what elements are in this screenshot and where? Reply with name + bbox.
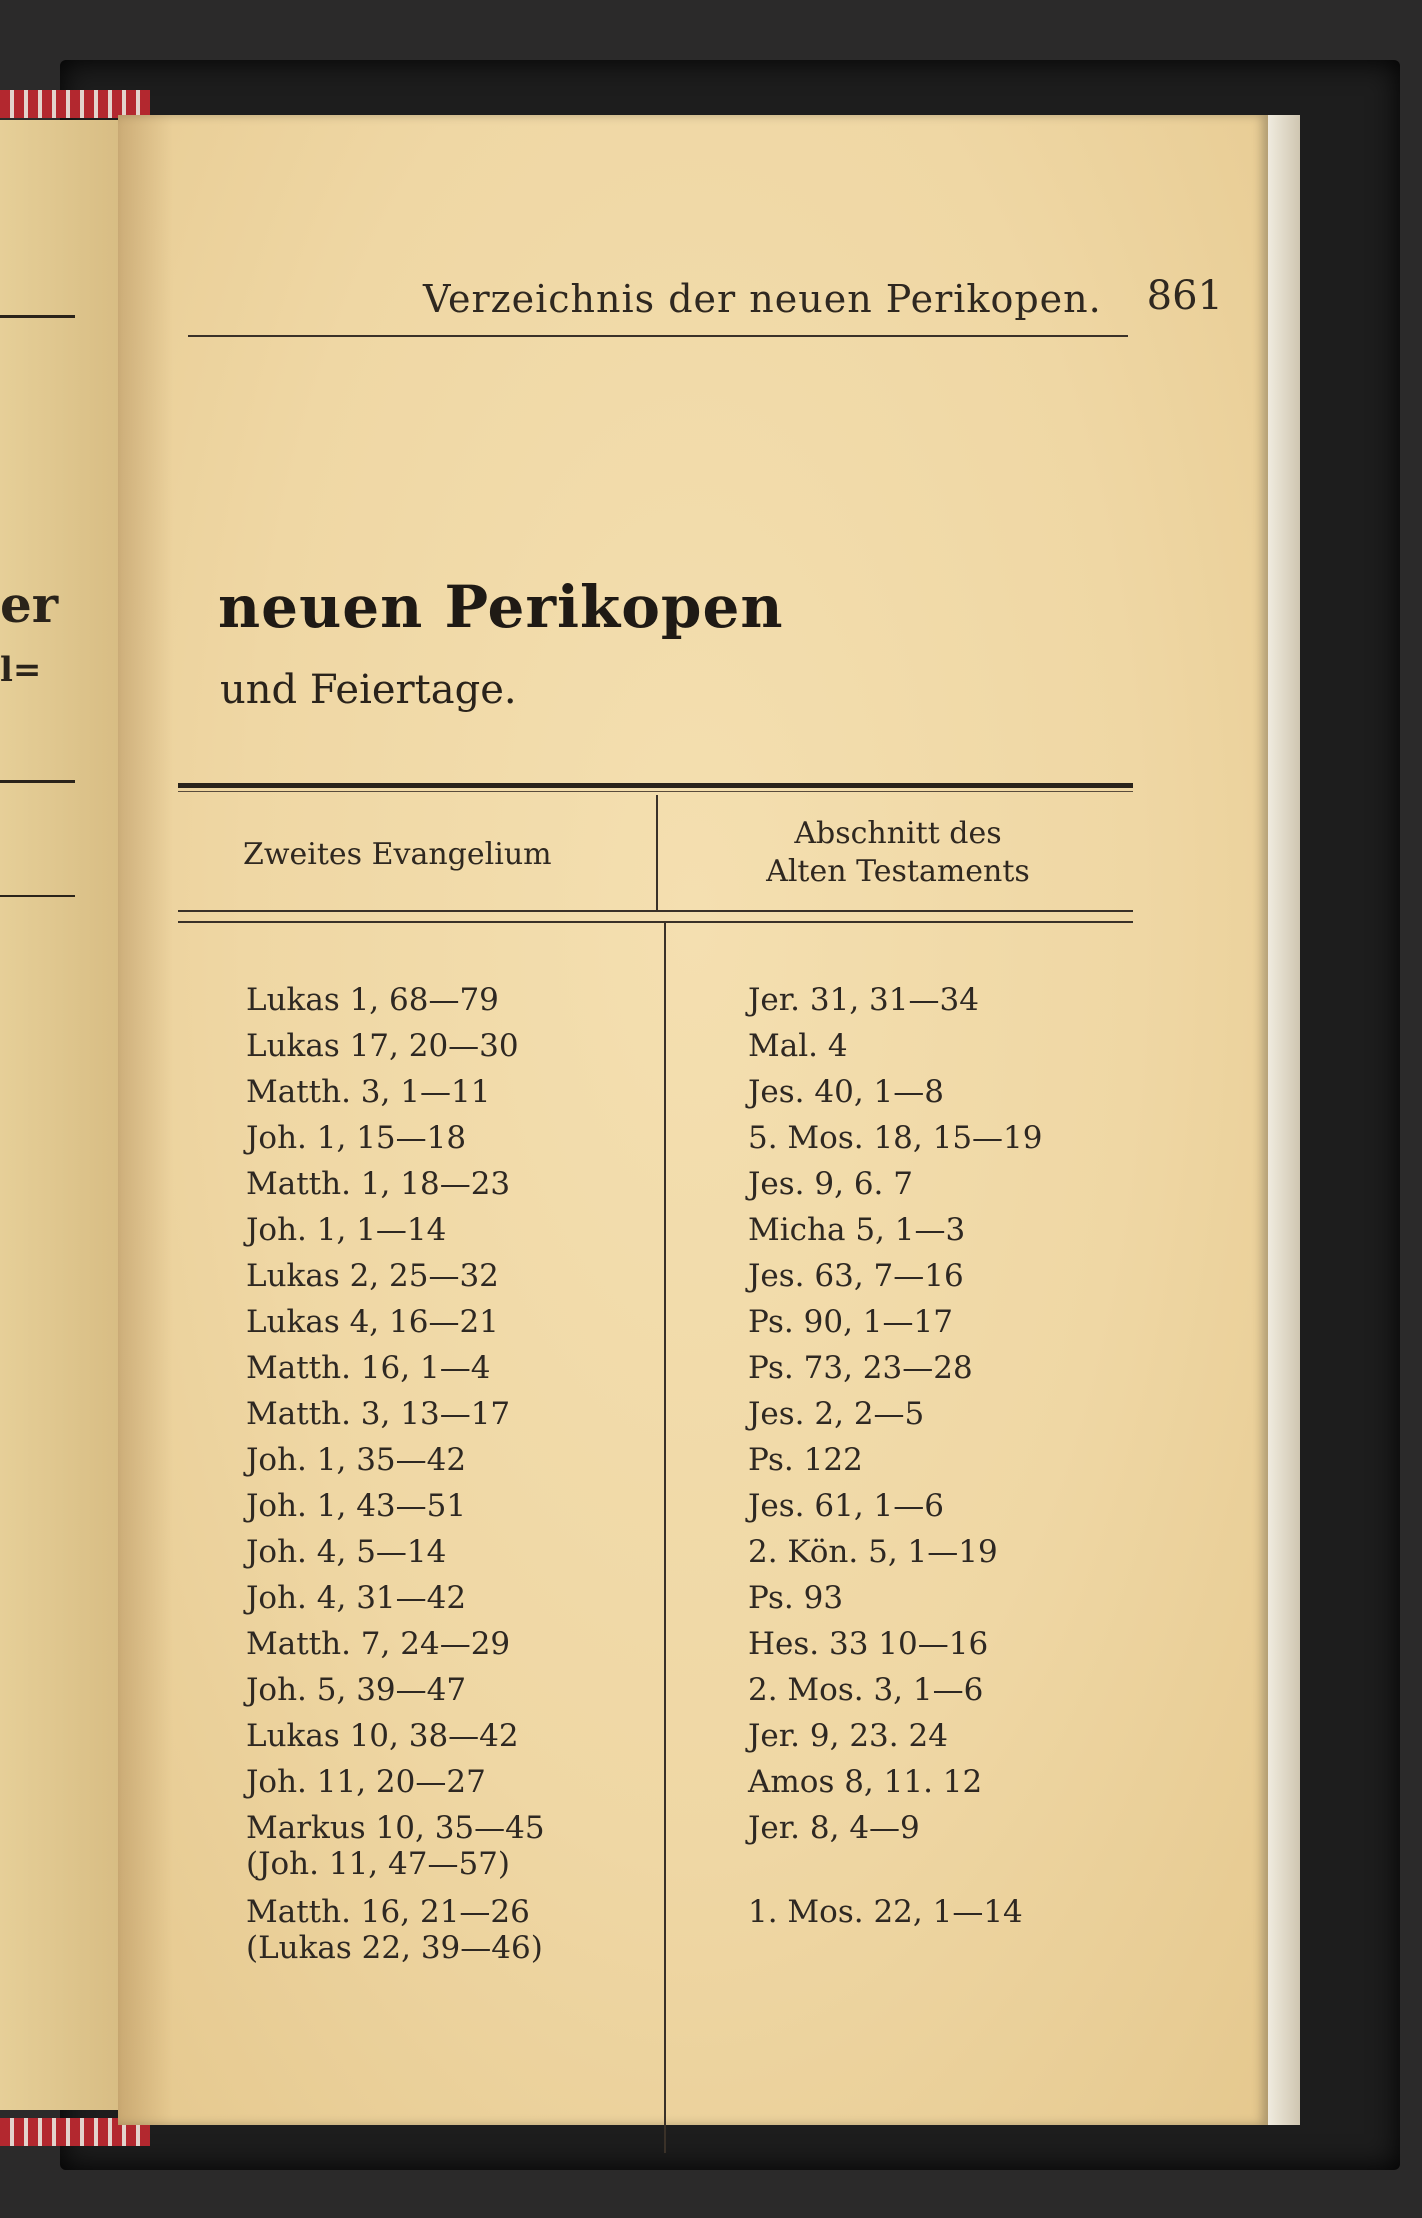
gospel-cell: Joh. 11, 20—27 bbox=[246, 1764, 486, 1800]
gospel-cell-parallel: (Lukas 22, 39—46) bbox=[246, 1930, 543, 1966]
ot-cell: Jer. 31, 31—34 bbox=[748, 982, 979, 1018]
ot-cell: Ps. 90, 1—17 bbox=[748, 1304, 953, 1340]
ot-cell: Jes. 61, 1—6 bbox=[748, 1488, 944, 1524]
column-header-old-testament bbox=[718, 815, 1078, 891]
gospel-cell: Lukas 2, 25—32 bbox=[246, 1258, 499, 1294]
gospel-cell: Lukas 17, 20—30 bbox=[246, 1028, 519, 1064]
gospel-cell: Lukas 4, 16—21 bbox=[246, 1304, 499, 1340]
ot-cell: Hes. 33 10—16 bbox=[748, 1626, 989, 1662]
gospel-cell: Joh. 4, 31—42 bbox=[246, 1580, 467, 1616]
left-page-rule bbox=[0, 315, 75, 318]
column-header-line: Alten Testaments bbox=[766, 854, 1030, 889]
gospel-cell: Matth. 1, 18—23 bbox=[246, 1166, 511, 1202]
column-header-line: Abschnitt des bbox=[794, 816, 1002, 851]
ot-cell: Ps. 122 bbox=[748, 1442, 863, 1478]
gospel-cell: Joh. 1, 35—42 bbox=[246, 1442, 467, 1478]
section-heading: neuen Perikopen bbox=[218, 573, 784, 641]
ot-cell: Jes. 9, 6. 7 bbox=[748, 1166, 913, 1202]
gospel-cell-parallel: (Joh. 11, 47—57) bbox=[246, 1846, 510, 1882]
gospel-cell: Lukas 10, 38—42 bbox=[246, 1718, 519, 1754]
gospel-cell: Matth. 3, 13—17 bbox=[246, 1396, 511, 1432]
header-rule bbox=[188, 335, 1128, 337]
ot-cell: Ps. 73, 23—28 bbox=[748, 1350, 973, 1386]
column-header-gospel: Zweites Evangelium bbox=[243, 837, 552, 872]
header-double-rule bbox=[178, 921, 1133, 923]
column-divider-header bbox=[656, 795, 658, 910]
gospel-cell: Matth. 16, 21—26 bbox=[246, 1894, 530, 1930]
page-number: 861 bbox=[1146, 273, 1223, 319]
ot-cell: Mal. 4 bbox=[748, 1028, 848, 1064]
gospel-cell: Joh. 1, 1—14 bbox=[246, 1212, 447, 1248]
ot-cell: Jes. 2, 2—5 bbox=[748, 1396, 925, 1432]
ot-cell: Micha 5, 1—3 bbox=[748, 1212, 966, 1248]
left-page-edge bbox=[0, 120, 118, 2110]
ot-cell: Jes. 40, 1—8 bbox=[748, 1074, 944, 1110]
ot-cell: Jer. 9, 23. 24 bbox=[748, 1718, 948, 1754]
book-page bbox=[118, 115, 1268, 2125]
left-page-rule bbox=[0, 895, 75, 897]
running-title: Verzeichnis der neuen Perikopen. bbox=[423, 277, 1102, 321]
column-divider bbox=[664, 923, 666, 2153]
section-subheading: und Feiertage. bbox=[220, 667, 517, 713]
header-double-rule bbox=[178, 910, 1133, 912]
left-page-fragment: er bbox=[0, 575, 59, 634]
gospel-cell: Joh. 4, 5—14 bbox=[246, 1534, 447, 1570]
table-top-rule-thin bbox=[178, 791, 1133, 792]
left-page-rule bbox=[0, 780, 75, 783]
ot-cell: Ps. 93 bbox=[748, 1580, 844, 1616]
gospel-cell: Joh. 1, 15—18 bbox=[246, 1120, 467, 1156]
ot-cell: Jes. 63, 7—16 bbox=[748, 1258, 964, 1294]
table-top-rule bbox=[178, 783, 1133, 788]
gospel-cell: Joh. 5, 39—47 bbox=[246, 1672, 467, 1708]
ot-cell: 1. Mos. 22, 1—14 bbox=[748, 1894, 1023, 1930]
ot-cell: 5. Mos. 18, 15—19 bbox=[748, 1120, 1043, 1156]
gospel-cell: Matth. 7, 24—29 bbox=[246, 1626, 511, 1662]
page-gutter-shadow bbox=[118, 115, 173, 2125]
gospel-cell: Matth. 16, 1—4 bbox=[246, 1350, 491, 1386]
gospel-cell: Lukas 1, 68—79 bbox=[246, 982, 499, 1018]
gospel-cell: Joh. 1, 43—51 bbox=[246, 1488, 467, 1524]
left-page-fragment: l= bbox=[0, 650, 42, 690]
ot-cell: Jer. 8, 4—9 bbox=[748, 1810, 920, 1846]
ot-cell: 2. Kön. 5, 1—19 bbox=[748, 1534, 998, 1570]
ot-cell: 2. Mos. 3, 1—6 bbox=[748, 1672, 984, 1708]
headband-top bbox=[0, 90, 150, 118]
ot-cell: Amos 8, 11. 12 bbox=[748, 1764, 983, 1800]
gospel-cell: Matth. 3, 1—11 bbox=[246, 1074, 491, 1110]
running-head bbox=[303, 263, 1243, 333]
gospel-cell: Markus 10, 35—45 bbox=[246, 1810, 545, 1846]
